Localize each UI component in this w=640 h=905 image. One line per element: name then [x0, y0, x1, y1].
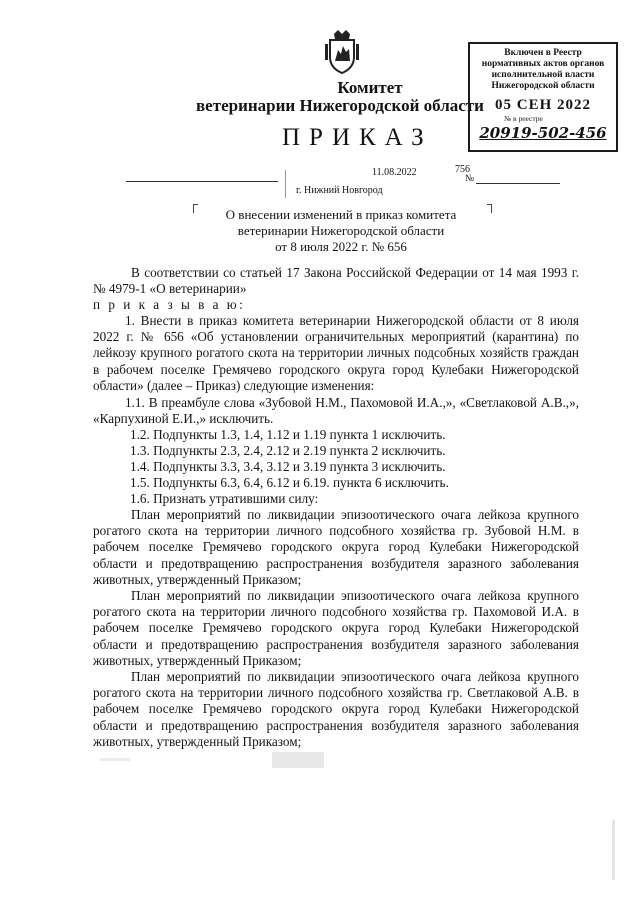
scan-smudge: [612, 820, 615, 880]
stamp-registry-caption: № в реестре: [504, 114, 543, 123]
scan-smudge: [272, 752, 324, 768]
stamp-line: Включен в Реестр: [504, 48, 582, 58]
organization-name-line1: Комитет: [337, 78, 403, 97]
date-underline: [126, 181, 278, 182]
stamp-line: Нижегородской области: [491, 81, 595, 91]
item-1-5: 1.5. Подпункты 6.3, 6.4, 6.12 и 6.19. пункта 6 исключить.: [130, 475, 449, 490]
stamp-line: нормативных актов органов: [481, 59, 605, 69]
order-subject: [176, 207, 506, 255]
subject-line: ветеринарии Нижегородской области: [237, 223, 445, 238]
stamp-line: исполнительной власти: [491, 70, 595, 80]
order-number: 756: [455, 164, 470, 175]
order-number-label: №: [465, 174, 475, 184]
registry-stamp: [468, 42, 618, 152]
item-1-1: 1.1. В преамбуле слова «Зубовой Н.М., Пахомовой И.А.,», «Светлаковой А.В.,», «Карпухиной Е.И.,» исключить.: [93, 395, 579, 427]
stamp-registry-number: 20919-502-456: [479, 124, 607, 142]
document-title: ПРИКАЗ: [282, 124, 433, 151]
plan-paragraph-1: План мероприятий по ликвидации эпизоотического очага лейкоза крупного рогатого скота на территории личного подсобного хозяйства гр. Зубовой Н.М. в рабочем поселке Гремячево городского округа город Кулебаки Нижегородской области и предотвращению распространения возбудителя заразного заболевания животных, утвержденный Приказом;: [93, 507, 579, 587]
subject-line: О внесении изменений в приказ комитета: [225, 207, 457, 222]
subject-line: от 8 июля 2022 г. № 656: [275, 239, 407, 254]
basis-paragraph: В соответствии со статьей 17 Закона Российской Федерации от 14 мая 1993 г. № 4979-1 «О ветеринарии»: [93, 265, 579, 297]
organization-name-line2: ветеринарии Нижегородской области: [196, 96, 484, 115]
number-underline: [476, 183, 560, 184]
item-1-3: 1.3. Подпункты 2.3, 2.4, 2.12 и 2.19 пункта 2 исключить.: [130, 443, 446, 458]
plan-paragraph-2: План мероприятий по ликвидации эпизоотического очага лейкоза крупного рогатого скота на территории личного подсобного хозяйства гр. Пахомовой И.А. в рабочем поселке Гремячево городского округа город Кулебаки Нижегородской области и предотвращению распространения возбудителя заразного заболевания животных, утвержденный Приказом;: [93, 588, 579, 668]
item-1: 1. Внести в приказ комитета ветеринарии Нижегородской области от 8 июля 2022 г. № 656 «Об установлении ограничительных мероприятий (карантина) по лейкозу крупного рогатого скота на территории личных подсобных хозяйств граждан в рабочем поселке Гремячево городского округа город Кулебаки Нижегородской области» (далее – Приказ) следующие изменения:: [93, 313, 579, 393]
stamp-date: 05 СЕН 2022: [494, 97, 591, 113]
prikazyvayu: п р и к а з ы в а ю:: [93, 297, 246, 312]
order-date: 11.08.2022: [372, 167, 417, 178]
item-1-2: 1.2. Подпункты 1.3, 1.4, 1.12 и 1.19 пункта 1 исключить.: [130, 427, 446, 442]
order-city: г. Нижний Новгород: [296, 185, 383, 196]
plan-paragraph-3: План мероприятий по ликвидации эпизоотического очага лейкоза крупного рогатого скота на территории личного подсобного хозяйства гр. Светлаковой А.В. в рабочем поселке Гремячево городского округа город Кулебаки Нижегородской области и предотвращению распространения возбудителя заразного заболевания животных, утвержденный Приказом;: [93, 669, 579, 749]
scan-mark: [285, 170, 287, 198]
item-1-6: 1.6. Признать утратившими силу:: [130, 491, 319, 506]
coat-of-arms-icon: [325, 30, 359, 74]
scan-smudge: [100, 758, 130, 761]
item-1-4: 1.4. Подпункты 3.3, 3.4, 3.12 и 3.19 пункта 3 исключить.: [130, 459, 446, 474]
